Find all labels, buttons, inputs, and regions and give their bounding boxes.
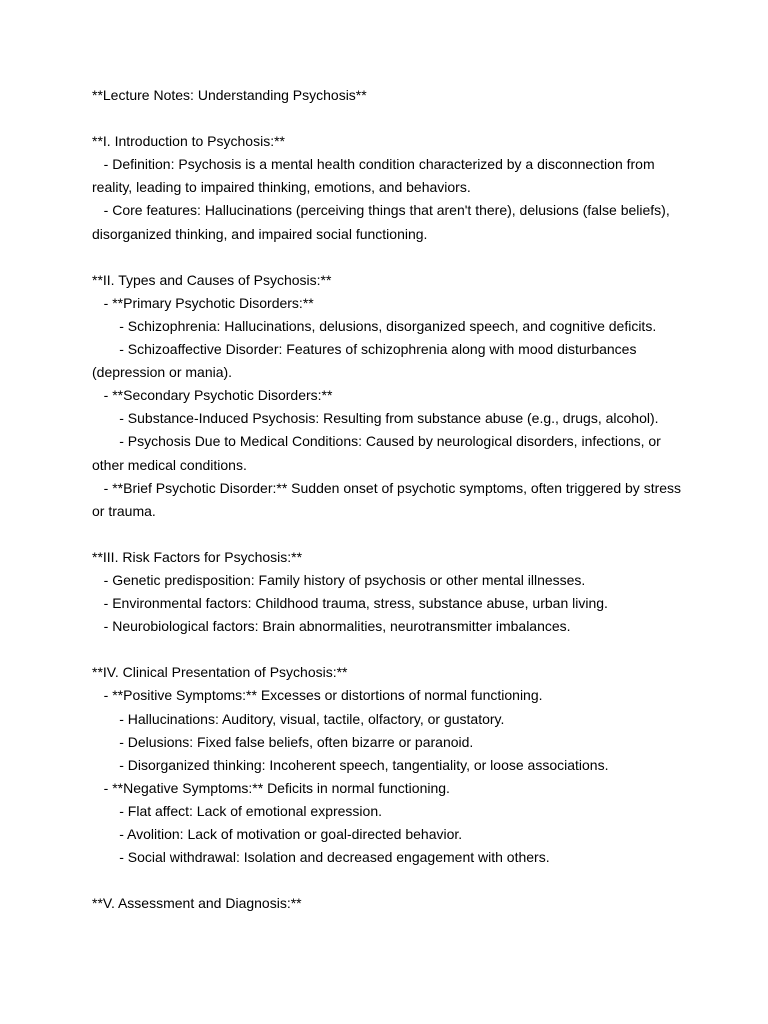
section-heading: **IV. Clinical Presentation of Psychosis:** <box>92 664 348 681</box>
list-item: - Substance-Induced Psychosis: Resulting from substance abuse (e.g., drugs, alcohol). <box>92 410 659 427</box>
list-item: - Genetic predisposition: Family history of psychosis or other mental illnesses. <box>92 571 586 588</box>
document-page <box>92 84 685 915</box>
section-clinical-presentation <box>92 661 682 869</box>
list-item: - Schizophrenia: Hallucinations, delusions, disorganized speech, and cognitive deficits. <box>92 317 657 334</box>
section-risk-factors <box>92 546 682 638</box>
section-introduction <box>92 130 682 245</box>
list-item: - Disorganized thinking: Incoherent speech, tangentiality, or loose associations. <box>92 756 609 773</box>
list-item: - Core features: Hallucinations (perceiving things that aren't there), delusions (false beliefs), disorganized thinking, and impaired social functioning. <box>92 202 674 242</box>
spacer <box>92 246 682 269</box>
list-item: - Definition: Psychosis is a mental health condition characterized by a disconnection from reality, leading to impaired thinking, emotions, and behaviors. <box>92 156 659 196</box>
list-item: - **Secondary Psychotic Disorders:** <box>92 387 333 404</box>
section-types-and-causes <box>92 269 685 523</box>
list-item: - **Negative Symptoms:** Deficits in normal functioning. <box>92 779 450 796</box>
list-item: - Schizoaffective Disorder: Features of schizophrenia along with mood disturbances (depression or mania). <box>92 341 641 381</box>
spacer <box>92 869 682 892</box>
section-heading: **III. Risk Factors for Psychosis:** <box>92 548 303 565</box>
list-item: - Delusions: Fixed false beliefs, often bizarre or paranoid. <box>92 733 474 750</box>
section-heading: **I. Introduction to Psychosis:** <box>92 133 285 150</box>
list-item: - Psychosis Due to Medical Conditions: Caused by neurological disorders, infections, or other medical conditions. <box>92 433 665 473</box>
spacer <box>92 107 682 130</box>
spacer <box>92 638 682 661</box>
section-assessment <box>92 892 682 915</box>
list-item: - Hallucinations: Auditory, visual, tactile, olfactory, or gustatory. <box>92 710 505 727</box>
list-item: - Avolition: Lack of motivation or goal-directed behavior. <box>92 826 463 842</box>
list-item: - **Primary Psychotic Disorders:** <box>92 294 314 311</box>
spacer <box>92 523 682 546</box>
list-item: - **Brief Psychotic Disorder:** Sudden onset of psychotic symptoms, often triggered by stress or trauma. <box>92 479 685 519</box>
list-item: - Social withdrawal: Isolation and decreased engagement with others. <box>92 849 550 866</box>
section-heading: **II. Types and Causes of Psychosis:** <box>92 271 332 288</box>
list-item: - Flat affect: Lack of emotional expression. <box>92 802 382 819</box>
list-item: - Environmental factors: Childhood trauma, stress, substance abuse, urban living. <box>92 595 608 612</box>
document-title: **Lecture Notes: Understanding Psychosis** <box>92 87 367 103</box>
section-heading: **V. Assessment and Diagnosis:** <box>92 895 302 912</box>
list-item: - **Positive Symptoms:** Excesses or distortions of normal functioning. <box>92 687 543 704</box>
list-item: - Neurobiological factors: Brain abnormalities, neurotransmitter imbalances. <box>92 618 571 635</box>
